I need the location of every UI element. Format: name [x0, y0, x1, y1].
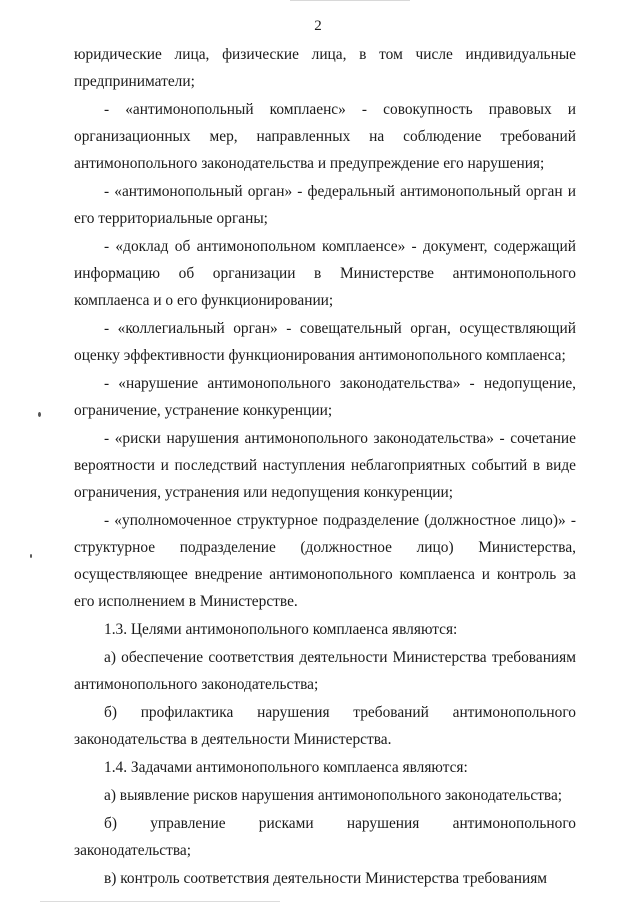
document-body	[74, 41, 576, 892]
goal-item-a: а) обеспечение соответствия деятельности Министерства требованиям антимонопольного законодательства;	[74, 649, 576, 693]
scan-speck	[38, 412, 41, 417]
paragraph-legal-entities: юридические лица, физические лица, в том числе индивидуальные предприниматели;	[74, 46, 576, 90]
scan-speck	[30, 554, 32, 558]
paragraph-definition-antimonopoly-body: - «антимонопольный орган» - федеральный антимонопольный орган и его территориальные органы;	[74, 183, 576, 227]
task-item-b: б) управление рисками нарушения антимонопольного законодательства;	[74, 815, 576, 859]
scan-edge-top	[290, 0, 410, 1]
section-1-3-heading: 1.3. Целями антимонопольного комплаенса являются:	[104, 621, 458, 638]
paragraph-definition-risks: - «риски нарушения антимонопольного законодательства» - сочетание вероятности и последствий наступления неблагоприятных событий в виде ограничения, устранения или недопущения конкуренции;	[74, 430, 576, 501]
task-item-c: в) контроль соответствия деятельности Министерства требованиям	[104, 870, 548, 887]
paragraph-definition-authorized-unit: - «уполномоченное структурное подразделение (должностное лицо)» - структурное подразделение (должностное лицо) Министерства, осуществляющее внедрение антимонопольного комплаенса и контроль за его исполнением в Министерстве.	[74, 512, 576, 610]
section-1-4-heading: 1.4. Задачами антимонопольного комплаенса являются:	[104, 759, 468, 776]
paragraph-definition-violation: - «нарушение антимонопольного законодательства» - недопущение, ограничение, устранение конкуренции;	[74, 375, 576, 419]
page-number: 2	[314, 18, 322, 34]
paragraph-definition-collegial-body: - «коллегиальный орган» - совещательный орган, осуществляющий оценку эффективности функционирования антимонопольного комплаенса;	[74, 320, 576, 364]
paragraph-definition-compliance: - «антимонопольный комплаенс» - совокупность правовых и организационных мер, направленных на соблюдение требований антимонопольного законодательства и предупреждение его нарушения;	[74, 101, 576, 172]
goal-item-b: б) профилактика нарушения требований антимонопольного законодательства в деятельности Министерства.	[74, 704, 576, 748]
task-item-a: а) выявление рисков нарушения антимонопольного законодательства;	[104, 787, 563, 804]
scan-edge-bottom	[40, 901, 280, 902]
paragraph-definition-report: - «доклад об антимонопольном комплаенсе» - документ, содержащий информацию об организации в Министерстве антимонопольного комплаенса и о его функционировании;	[74, 238, 576, 309]
